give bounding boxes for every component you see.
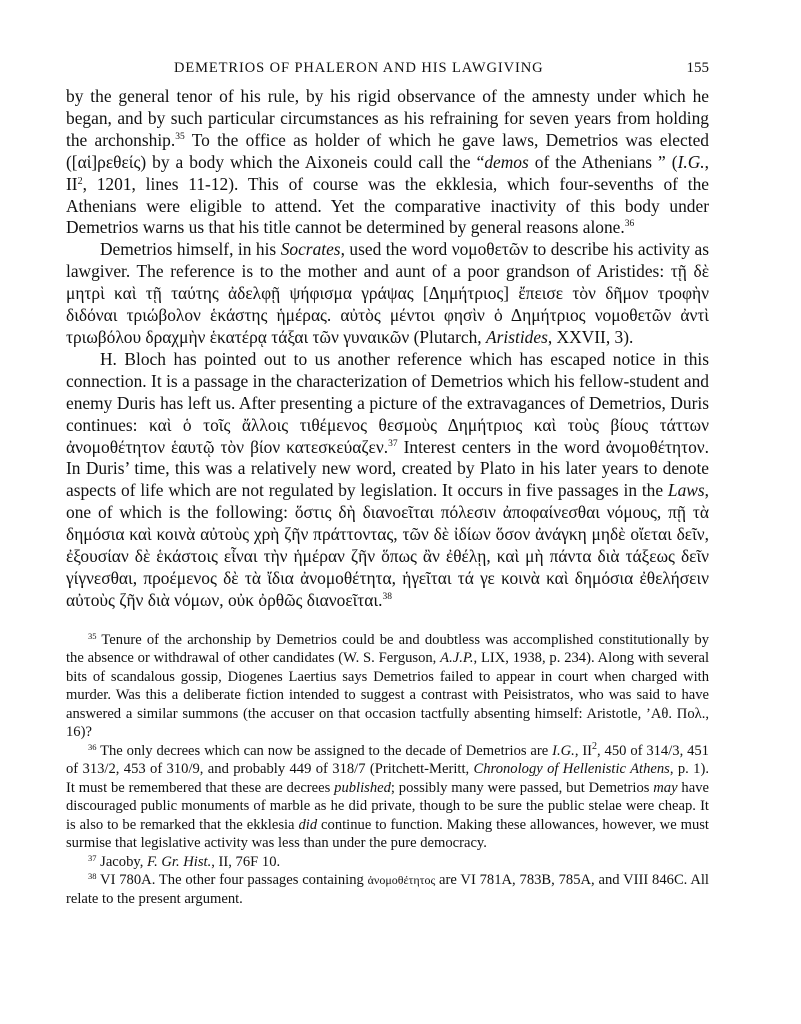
footnotes xyxy=(66,631,709,909)
page xyxy=(66,56,709,908)
footnote-number: 37 xyxy=(88,852,97,863)
footnote-marker-37: 37 xyxy=(388,438,398,449)
running-title: DEMETRIOS OF PHALERON AND HIS LAWGIVING xyxy=(174,60,544,76)
superscript: 2 xyxy=(592,740,598,752)
text-run: , one of which is the following: ὅστις δὴ διανοεῖται πόλεσιν ἀποφαίνεσθαι νόμους, πῇ τὰ δημόσια καὶ κοινὰ αὐτοὺς χρὴ ζῆν πράττοντας, τῶν δὲ ἰδίων ὅσον ἀνάγκη μηδὲ οἴεται δεῖν, ἐξουσίαν δὲ ἑκάστοις εἶναι τὴν ἡμέραν ζῆν ὅπως ἂν ἐθέλῃ, καὶ μὴ πάντα διὰ τάξεως δεῖν γίγνεσθαι, προέμενος δὲ τὰ ἴδια ἀνομοθέτητα, ἡγεῖται τά γε κοινὰ καὶ δημόσια ἐθελήσειν αὐτοὺς ζῆν διὰ νόμων, οὐκ ὀρθῶς διανοεῖται. xyxy=(66,480,709,610)
footnote-marker-35: 35 xyxy=(175,131,185,142)
paragraph-2 xyxy=(66,239,709,349)
footnote-number: 36 xyxy=(88,741,97,752)
italic-run: I.G. xyxy=(552,742,575,759)
text-run: The only decrees which can now be assigned to the decade of Demetrios are xyxy=(96,742,553,759)
italic-run: may xyxy=(653,779,678,796)
italic-run: Chronology of Hellenistic Athens xyxy=(473,761,670,778)
italic-run: F. Gr. Hist. xyxy=(147,853,212,870)
text-run: Demetrios himself, in his xyxy=(100,239,281,260)
text-run: of the Athenians ” ( xyxy=(528,151,678,172)
text-run: , 450 of 314/3, 451 of 313/2, 453 of 310/9, and probably 449 of 318/7 (Pritchett-Meritt, xyxy=(66,742,709,778)
italic-run: A.J.P. xyxy=(440,650,474,667)
footnote-37 xyxy=(66,853,709,872)
italic-run: I.G. xyxy=(677,151,705,172)
text-run: Tenure of the archonship by Demetrios could be and doubtless was accomplished constitutionally by the absence or withdrawal of other candidates (W. S. Ferguson, xyxy=(66,631,709,667)
greek-word: ἀνομοθέτητος xyxy=(367,873,436,888)
text-run: , 1201, lines 11-12). This of course was the ekklesia, which four-sevenths of the Athenians were eligible to attend. Yet the comparative inactivity of this body under Demetrios warns us that his title cannot be determined by general reasons alone. xyxy=(66,173,709,238)
footnote-35 xyxy=(66,631,709,742)
italic-run: published xyxy=(334,779,391,796)
text-run: To the office as holder of which he gave laws, Demetrios was elected ([αἱ]ρεθείς) by a body which the Aixoneis could call the “ xyxy=(66,129,709,172)
footnote-38 xyxy=(66,871,709,908)
paragraph-3 xyxy=(66,349,709,612)
text-run: H. Bloch has pointed out to us another reference which has escaped notice in this connection. It is a passage in the characterization of Demetrios which his fellow-student and enemy Duris has left us. After presenting a picture of the extravagances of Demetrios, Duris continues: καὶ ὁ τοῖς ἄλλοις τιθέμενος θεσμοὺς Δημήτριος καὶ τοὺς βίους τάττων ἀνομοθέτητον ἑαυτῷ τὸν βίον κατεσκεύαζεν. xyxy=(66,348,709,457)
paragraph-1 xyxy=(66,86,709,239)
footnote-marker-36: 36 xyxy=(624,219,635,230)
page-number: 155 xyxy=(686,60,709,76)
text-run: are VI 781A, 783B, 785A, and VIII 846C. All relate to the present argument. xyxy=(66,872,709,907)
footnote-marker-38: 38 xyxy=(382,591,392,602)
running-header xyxy=(66,56,709,86)
text-run: , used the word νομοθετῶν to describe his activity as lawgiver. The reference is to the mother and aunt of a poor grandson of Aristides: τῇ δὲ μητρὶ καὶ τῇ ταύτης ἀδελφῇ ψήφισμα γράψας [Δημήτριος] ἔπεισε τὸν δῆμον τροφὴν διδόναι τριώβολον ἑκάστης ἡμέρας. αὐτὸς μέντοι φησὶν ὁ Δημήτριος νομοθετῶν ἀντὶ τριωβόλου δραχμὴν ἑκατέρᾳ τάξαι τῶν γυναικῶν (Plutarch, xyxy=(66,239,710,347)
superscript: 2 xyxy=(77,175,83,187)
text-run: by the general tenor of his rule, by his rigid observance of the amnesty under which he began, and by such particular circumstances as his refraining for seven years from holding the archonship. xyxy=(66,86,709,150)
text-run: ; possibly many were passed, but Demetrios xyxy=(390,779,654,796)
italic-run: Aristides xyxy=(486,326,548,347)
text-run: continue to function. Making these allowances, however, we must surmise that legislative activity was less than under the pure democracy. xyxy=(66,816,709,852)
footnote-number: 35 xyxy=(88,630,97,641)
text-run: , II, 76F 10. xyxy=(211,853,281,870)
italic-run: demos xyxy=(484,151,529,172)
text-run: , II xyxy=(574,742,593,759)
text-run: , p. 1). It must be remembered that these are decrees xyxy=(66,761,709,796)
text-run: VI 780A. The other four passages containing xyxy=(96,872,368,889)
text-run: Jacoby, xyxy=(96,853,148,870)
footnote-number: 38 xyxy=(88,871,97,882)
italic-run: Laws xyxy=(667,480,705,501)
text-run: Interest centers in the word ἀνομοθέτητον. In Duris’ time, this was a relatively new word, created by Plato in his later years to denote aspects of life which are not regulated by legislation. It occurs in five passages in the xyxy=(66,436,709,501)
text-run: , XXVII, 3). xyxy=(547,326,634,347)
body-text xyxy=(66,86,709,612)
italic-run: Socrates xyxy=(280,239,341,260)
text-run: , LIX, 1938, p. 234). Along with several bits of scandalous gossip, Diogenes Laertius says Demetrios failed to appear in court when charged with murder. Was this a deliberate fiction intended to suggest a contrast with Peisistratos, who was said to have answered a similar summons (the accuser on that occasion tactfully absenting himself: Aristotle, ’Αθ. Πολ., 16)? xyxy=(66,650,709,741)
text-run: , II xyxy=(66,151,709,194)
footnote-36 xyxy=(66,742,709,853)
italic-run: did xyxy=(298,816,318,833)
text-run: have discouraged public monuments of marble as he did private, though to be sure the public stelae were cheap. It is also to be remarked that the ekklesia xyxy=(66,779,709,833)
